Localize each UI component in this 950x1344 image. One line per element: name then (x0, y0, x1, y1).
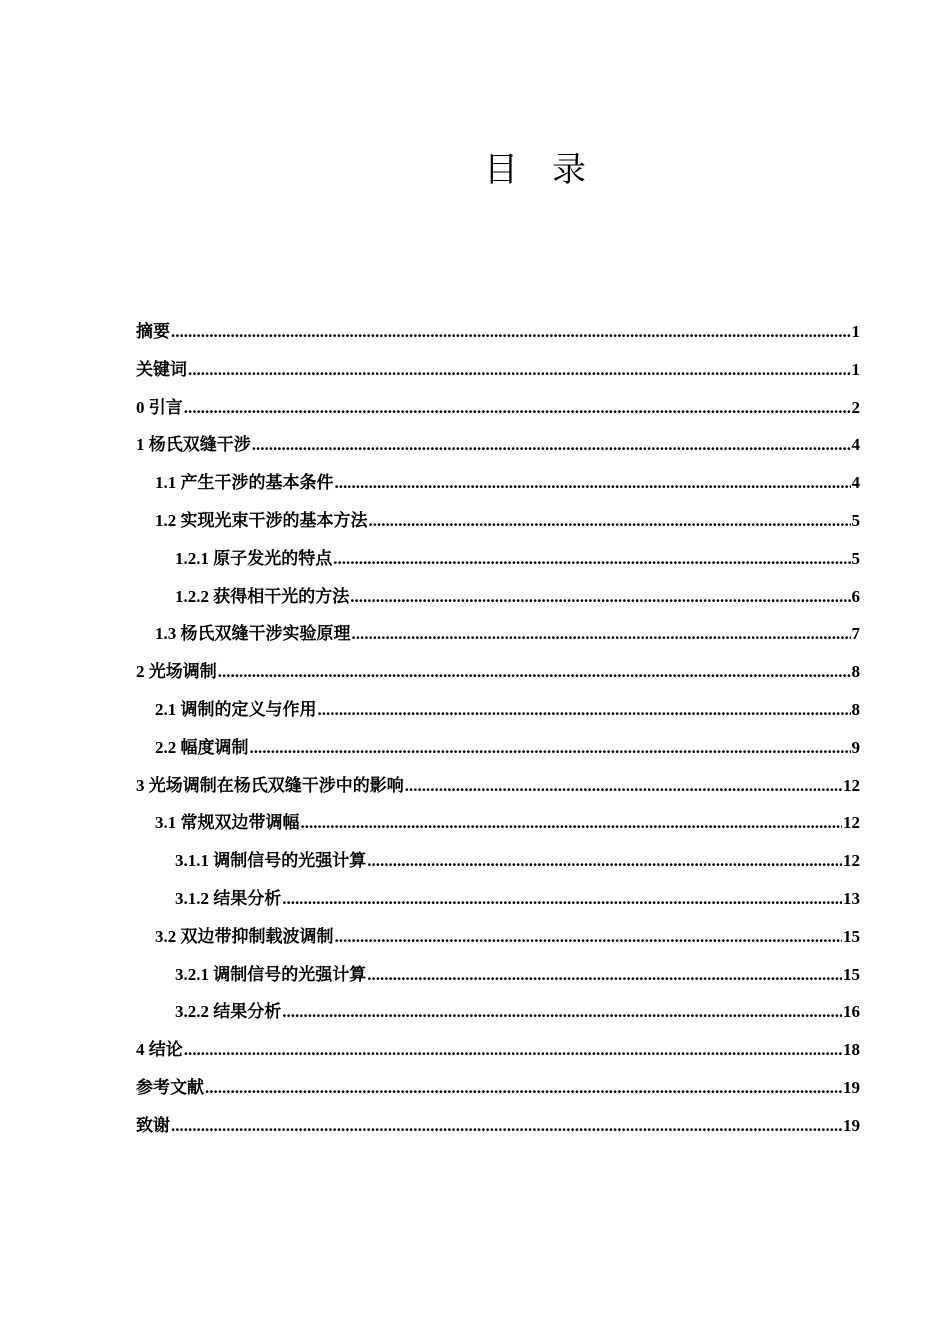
toc-entry-page-number: 6 (851, 586, 860, 606)
toc-entry[interactable] (136, 880, 860, 918)
toc-entry-page-number: 19 (843, 1077, 860, 1097)
toc-dot-leader (369, 502, 851, 540)
toc-entry-page-number: 8 (851, 662, 860, 682)
toc-dot-leader (184, 1031, 842, 1069)
toc-dot-leader (171, 1107, 842, 1145)
toc-entry-page-number: 1 (851, 322, 860, 341)
toc-dot-leader (184, 389, 851, 427)
toc-entry-label: 关键词 (136, 359, 187, 379)
toc-entry[interactable] (136, 804, 860, 842)
toc-entry-page-number: 13 (843, 888, 860, 908)
toc-entry-page-number: 4 (851, 435, 860, 455)
toc-entry-page-number: 5 (851, 510, 860, 530)
toc-entry[interactable] (136, 389, 860, 427)
toc-dot-leader (335, 464, 851, 502)
toc-dot-leader (218, 653, 851, 691)
toc-entry-label: 1.2.2 获得相干光的方法 (175, 586, 350, 606)
toc-dot-leader (282, 880, 842, 918)
page-title-text: 目 录 (484, 150, 586, 190)
toc-entry-page-number: 16 (843, 1002, 860, 1022)
toc-entry[interactable] (136, 767, 860, 805)
toc-dot-leader (350, 578, 850, 616)
toc-entry-page-number: 5 (851, 548, 860, 568)
toc-entry-label: 1.3 杨氏双缝干涉实验原理 (155, 624, 351, 644)
toc-dot-leader (301, 804, 843, 842)
toc-entry-label: 2 光场调制 (136, 662, 217, 682)
toc-entry-label: 3.2.1 调制信号的光强计算 (175, 964, 367, 984)
toc-dot-leader (318, 691, 851, 729)
toc-entry[interactable] (136, 426, 860, 464)
toc-entry[interactable] (136, 956, 860, 994)
toc-entry-page-number: 4 (851, 473, 860, 493)
toc-entry[interactable] (136, 464, 860, 502)
toc-entry[interactable] (136, 729, 860, 767)
toc-entry-label: 1.2.1 原子发光的特点 (175, 548, 333, 568)
toc-entry[interactable] (136, 993, 860, 1031)
toc-entry[interactable] (136, 653, 860, 691)
toc-entry[interactable] (136, 502, 860, 540)
table-of-contents (136, 313, 860, 1145)
toc-entry-label: 3.2 双边带抑制载波调制 (155, 926, 334, 946)
toc-dot-leader (335, 918, 843, 956)
toc-entry-label: 1.1 产生干涉的基本条件 (155, 473, 334, 493)
toc-entry[interactable] (136, 578, 860, 616)
toc-entry-page-number: 15 (843, 964, 860, 984)
toc-dot-leader (367, 842, 842, 880)
toc-entry-label: 3.1.2 结果分析 (175, 888, 282, 908)
toc-entry-label: 4 结论 (136, 1040, 183, 1060)
toc-entry-page-number: 2 (851, 397, 860, 417)
toc-entry-label: 3.1.1 调制信号的光强计算 (175, 851, 367, 871)
toc-entry-page-number: 9 (851, 737, 860, 757)
toc-entry-page-number: 18 (843, 1040, 860, 1060)
toc-dot-leader (333, 540, 850, 578)
toc-entry-label: 3 光场调制在杨氏双缝干涉中的影响 (136, 775, 404, 795)
toc-entry-page-number: 12 (843, 851, 860, 871)
toc-entry-page-number: 12 (843, 775, 860, 795)
toc-dot-leader (171, 313, 851, 351)
toc-entry[interactable] (136, 842, 860, 880)
toc-entry[interactable] (136, 918, 860, 956)
toc-entry[interactable] (136, 313, 860, 351)
toc-entry-label: 3.2.2 结果分析 (175, 1002, 282, 1022)
toc-entry[interactable] (136, 615, 860, 653)
toc-entry[interactable] (136, 351, 860, 389)
toc-entry[interactable] (136, 691, 860, 729)
toc-dot-leader (282, 993, 842, 1031)
toc-dot-leader (405, 767, 842, 805)
toc-entry[interactable] (136, 1107, 860, 1145)
toc-entry-page-number: 1 (851, 359, 860, 379)
toc-entry-label: 2.1 调制的定义与作用 (155, 699, 317, 719)
toc-dot-leader (367, 956, 842, 994)
toc-dot-leader (188, 351, 851, 389)
toc-entry-label: 1.2 实现光束干涉的基本方法 (155, 510, 368, 530)
toc-entry-page-number: 7 (851, 624, 860, 644)
toc-entry[interactable] (136, 540, 860, 578)
toc-entry[interactable] (136, 1069, 860, 1107)
toc-entry-page-number: 15 (843, 926, 860, 946)
toc-entry-page-number: 12 (843, 813, 860, 833)
toc-entry[interactable] (136, 1031, 860, 1069)
toc-entry-label: 0 引言 (136, 397, 183, 417)
toc-entry-label: 摘要 (136, 322, 170, 341)
toc-entry-page-number: 8 (851, 699, 860, 719)
toc-dot-leader (252, 426, 851, 464)
toc-entry-page-number: 19 (843, 1115, 860, 1135)
toc-entry-label: 1 杨氏双缝干涉 (136, 435, 251, 455)
toc-entry-label: 致谢 (136, 1115, 170, 1135)
toc-dot-leader (352, 615, 851, 653)
toc-entry-label: 3.1 常规双边带调幅 (155, 813, 300, 833)
toc-entry-label: 2.2 幅度调制 (155, 737, 249, 757)
toc-dot-leader (205, 1069, 842, 1107)
toc-entry-label: 参考文献 (136, 1077, 204, 1097)
toc-dot-leader (250, 729, 851, 767)
